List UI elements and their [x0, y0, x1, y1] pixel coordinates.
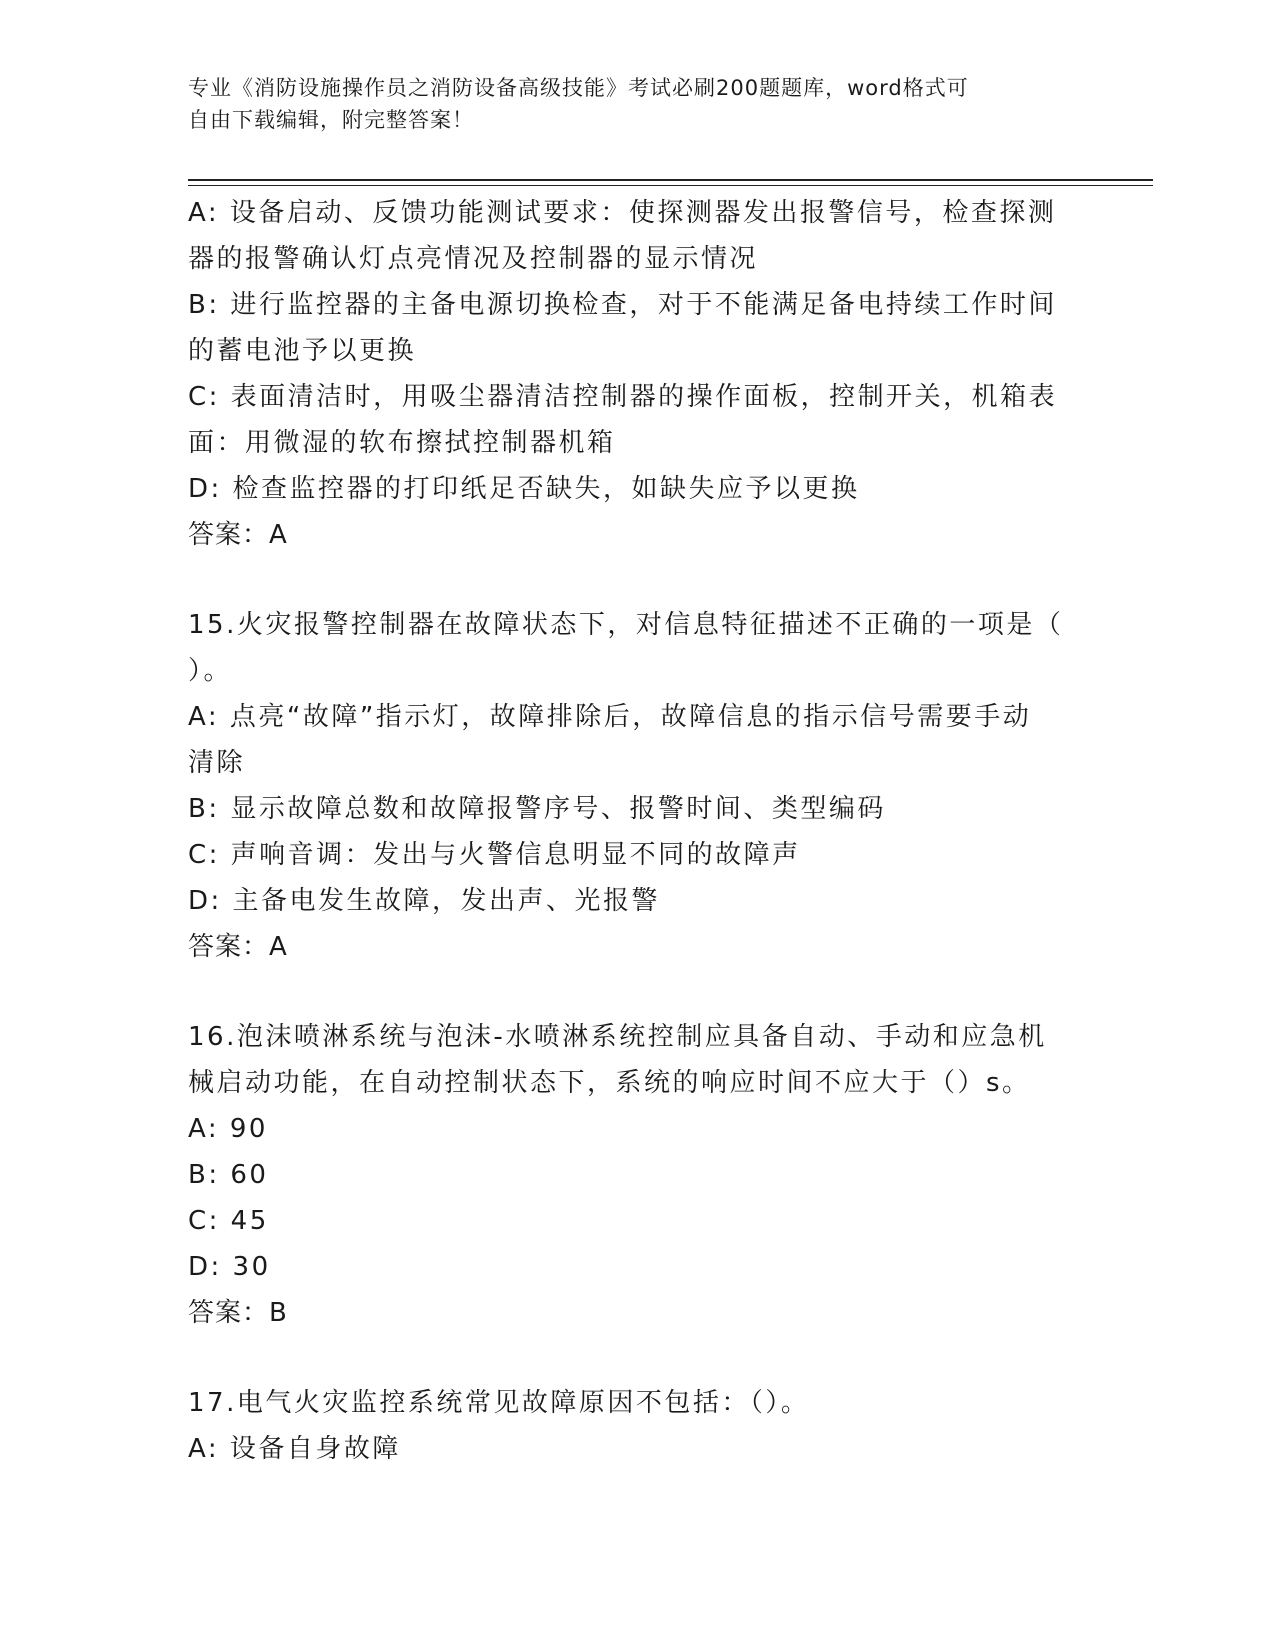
option-a-line-2: 器的报警确认灯点亮情况及控制器的显示情况	[188, 244, 759, 274]
option-a-line-1: A: 点亮“故障”指示灯，故障排除后，故障信息的指示信号需要手动	[188, 702, 1032, 732]
question-14-continued	[188, 190, 1088, 558]
option-a: A: 设备自身故障	[188, 1434, 401, 1464]
answer-label: 答案：A	[188, 520, 288, 550]
spacer	[188, 558, 1088, 602]
option-b-line-2: 的蓄电池予以更换	[188, 336, 417, 366]
option-d-line-1: D: 检查监控器的打印纸足否缺失，如缺失应予以更换	[188, 474, 860, 504]
header-divider-thin	[188, 185, 1153, 186]
option-c-line-1: C: 表面清洁时，用吸尘器清洁控制器的操作面板，控制开关，机箱表	[188, 382, 1058, 412]
option-c: C: 45	[188, 1206, 269, 1236]
spacer	[188, 1336, 1088, 1380]
header-divider-thick	[188, 179, 1153, 181]
question-stem-line-1: 15.火灾报警控制器在故障状态下，对信息特征描述不正确的一项是（	[188, 610, 1064, 640]
option-a-line-1: A: 设备启动、反馈功能测试要求：使探测器发出报警信号，检查探测	[188, 198, 1057, 228]
option-c-line-2: 面：用微湿的软布擦拭控制器机箱	[188, 428, 616, 458]
spacer	[188, 970, 1088, 1014]
header-line-2: 自由下载编辑，附完整答案！	[188, 108, 474, 132]
question-15	[188, 602, 1088, 970]
answer-label: 答案：B	[188, 1298, 288, 1328]
question-list	[188, 190, 1088, 1472]
question-16	[188, 1014, 1088, 1336]
option-b: B: 显示故障总数和故障报警序号、报警时间、类型编码	[188, 794, 886, 824]
question-stem-line-2: ）。	[188, 656, 233, 686]
question-stem-line-1: 16.泡沫喷淋系统与泡沫-水喷淋系统控制应具备自动、手动和应急机	[188, 1022, 1047, 1052]
answer-label: 答案：A	[188, 932, 288, 962]
option-d: D: 30	[188, 1252, 271, 1282]
question-stem-line-2: 械启动功能，在自动控制状态下，系统的响应时间不应大于（）s。	[188, 1068, 1031, 1098]
question-stem: 17.电气火灾监控系统常见故障原因不包括：（）。	[188, 1388, 810, 1418]
option-a: A: 90	[188, 1114, 268, 1144]
option-d: D: 主备电发生故障，发出声、光报警	[188, 886, 661, 916]
header-line-1: 专业《消防设施操作员之消防设备高级技能》考试必刷200题题库，word格式可	[188, 76, 969, 100]
option-a-line-2: 清除	[188, 748, 246, 778]
option-c: C: 声响音调：发出与火警信息明显不同的故障声	[188, 840, 801, 870]
question-17	[188, 1380, 1088, 1472]
option-b-line-1: B: 进行监控器的主备电源切换检查，对于不能满足备电持续工作时间	[188, 290, 1057, 320]
option-b: B: 60	[188, 1160, 269, 1190]
document-header	[188, 72, 1088, 136]
